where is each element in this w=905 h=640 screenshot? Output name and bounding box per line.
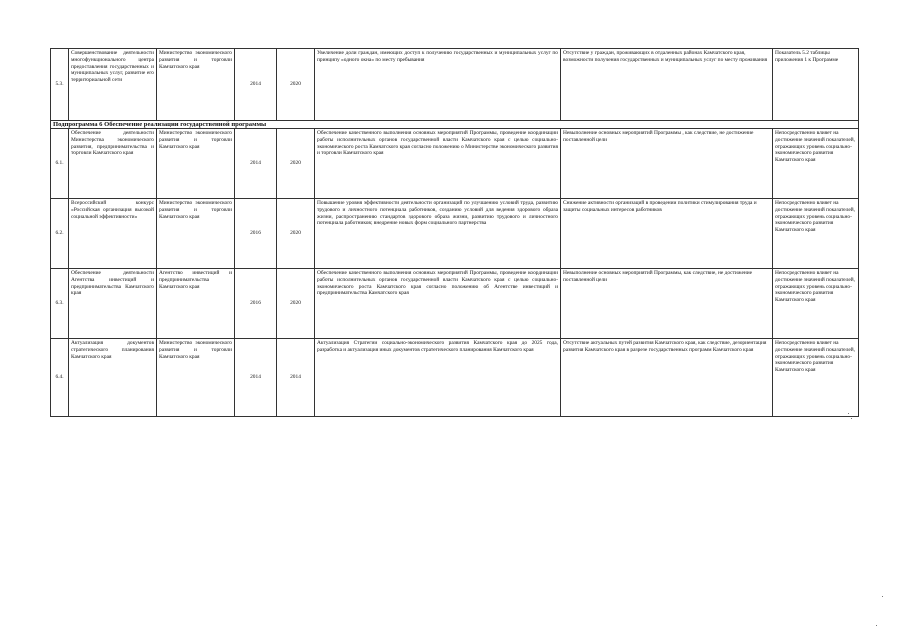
start-year-cell: 2014	[235, 49, 277, 121]
measure-name-cell: Обеспечение деятельности Министерства экономического развития, предпринимательства и торговли Камчатского края	[69, 129, 157, 199]
start-year-cell: 2016	[235, 199, 277, 269]
indicator-link-cell: Непосредственно влияет на достижение значений показателей, отражающих уровень социально-экономического развития Камчатского края	[773, 129, 859, 199]
row-number-cell: 6.1.	[51, 129, 69, 199]
non-implementation-consequences-cell: Снижение активности организаций в проведении политики стимулирования труда и защиты социальных интересов работников	[561, 199, 773, 269]
row-number-cell: 6.3.	[51, 269, 69, 339]
responsible-executor-cell: Министерство экономического развития и торговли Камчатского края	[157, 199, 235, 269]
scan-speck	[876, 625, 877, 626]
end-year-cell: 2020	[277, 49, 315, 121]
non-implementation-consequences-cell: Отсутствие актуальных путей развития Камчатского края, как следствие, дезориентация развития Камчатского края в разрезе государственных программ Камчатского края	[561, 339, 773, 417]
subprogram-header-row	[51, 121, 859, 129]
scan-speck	[848, 413, 849, 414]
row-number-cell: 6.4.	[51, 339, 69, 417]
responsible-executor-cell: Агентство инвестиций и предпринимательства Камчатского края	[157, 269, 235, 339]
responsible-executor-cell: Министерство экономического развития и торговли Камчатского края	[157, 129, 235, 199]
table-row	[51, 49, 859, 121]
measure-name-cell: Обеспечение деятельности Агентства инвестиций и предпринимательства Камчатского края	[69, 269, 157, 339]
expected-result-cell: Увеличение доли граждан, имеющих доступ к получению государственных и муниципальных услуг по принципу «одного окна» по месту пребывания	[315, 49, 561, 121]
non-implementation-consequences-cell: Невыполнение основных мероприятий Программы , как следствие, не достижение поставленной цели	[561, 129, 773, 199]
end-year-cell: 2020	[277, 129, 315, 199]
expected-result-cell: Актуализация Стратегии социально-экономического развития Камчатского края до 2025 года, разработка и актуализация иных документов стратегического планирования Камчатского края	[315, 339, 561, 417]
subprogram-title: Подпрограмма 6 Обеспечение реализации государственной программы	[51, 121, 859, 129]
indicator-link-cell: Непосредственно влияет на достижение значений показателей, отражающих уровень социально-экономического развития Камчатского края	[773, 339, 859, 417]
table-row	[51, 339, 859, 417]
responsible-executor-cell: Министерство экономического развития и торговли Камчатского края	[157, 49, 235, 121]
table-row	[51, 199, 859, 269]
end-year-cell: 2020	[277, 269, 315, 339]
start-year-cell: 2014	[235, 129, 277, 199]
table-row	[51, 129, 859, 199]
program-measures-table	[50, 48, 859, 417]
expected-result-cell: Обеспечение качественного выполнения основных мероприятий Программы, проведение координации работы исполнительных органов государственной власти Камчатского края с целью социально-экономического роста Камчатского края согласно положению о Министерстве экономического развития и торговли Камчатского края	[315, 129, 561, 199]
start-year-cell: 2014	[235, 339, 277, 417]
expected-result-cell: Обеспечение качественного выполнения основных мероприятий Программы, проведение координации работы исполнительных органов государственной власти Камчатского края с целью социально-экономического роста Камчатского края согласно положению об Агентстве инвестиций и предпринимательства Камчатского края	[315, 269, 561, 339]
indicator-link-cell: Показатель 5.2 таблицы приложения 1 к Программе	[773, 49, 859, 121]
end-year-cell: 2014	[277, 339, 315, 417]
start-year-cell: 2016	[235, 269, 277, 339]
measure-name-cell: Актуализация документов стратегического планирования Камчатского края	[69, 339, 157, 417]
scan-speck	[882, 596, 883, 597]
table-row	[51, 269, 859, 339]
row-number-cell: 6.2.	[51, 199, 69, 269]
non-implementation-consequences-cell: Невыполнение основных мероприятий Программы, как следствие, не достижение поставленной цели	[561, 269, 773, 339]
scan-speck	[851, 418, 852, 419]
document-sheet	[50, 48, 858, 417]
row-number-cell: 5.3.	[51, 49, 69, 121]
end-year-cell: 2020	[277, 199, 315, 269]
measure-name-cell: Всероссийский конкурс «Российская организация высокой социальной эффективности»	[69, 199, 157, 269]
measure-name-cell: Совершенствование деятельности многофункционального центра предоставления государственных и муниципальных услуг, развитие его территориальной сети	[69, 49, 157, 121]
table-body	[51, 49, 859, 417]
indicator-link-cell: Непосредственно влияет на достижение значений показателей, отражающих уровень социально-экономического развития Камчатского края	[773, 269, 859, 339]
non-implementation-consequences-cell: Отсутствие у граждан, проживающих в отдаленных районах Камчатского края, возможности получения государственных и муниципальных услуг по месту проживания	[561, 49, 773, 121]
indicator-link-cell: Непосредственно влияет на достижение значений показателей, отражающих уровень социально-экономического развития Камчатского края	[773, 199, 859, 269]
responsible-executor-cell: Министерство экономического развития и торговли Камчатского края	[157, 339, 235, 417]
expected-result-cell: Повышение уровня эффективности деятельности организаций по улучшению условий труда, развитию трудового и личностного потенциала работников, созданию условий для ведения здорового образа жизни, распространению стандартов здорового образа жизни, развитию трудового и личностного потенциала работников; внедрение новых форм социального партнерства	[315, 199, 561, 269]
